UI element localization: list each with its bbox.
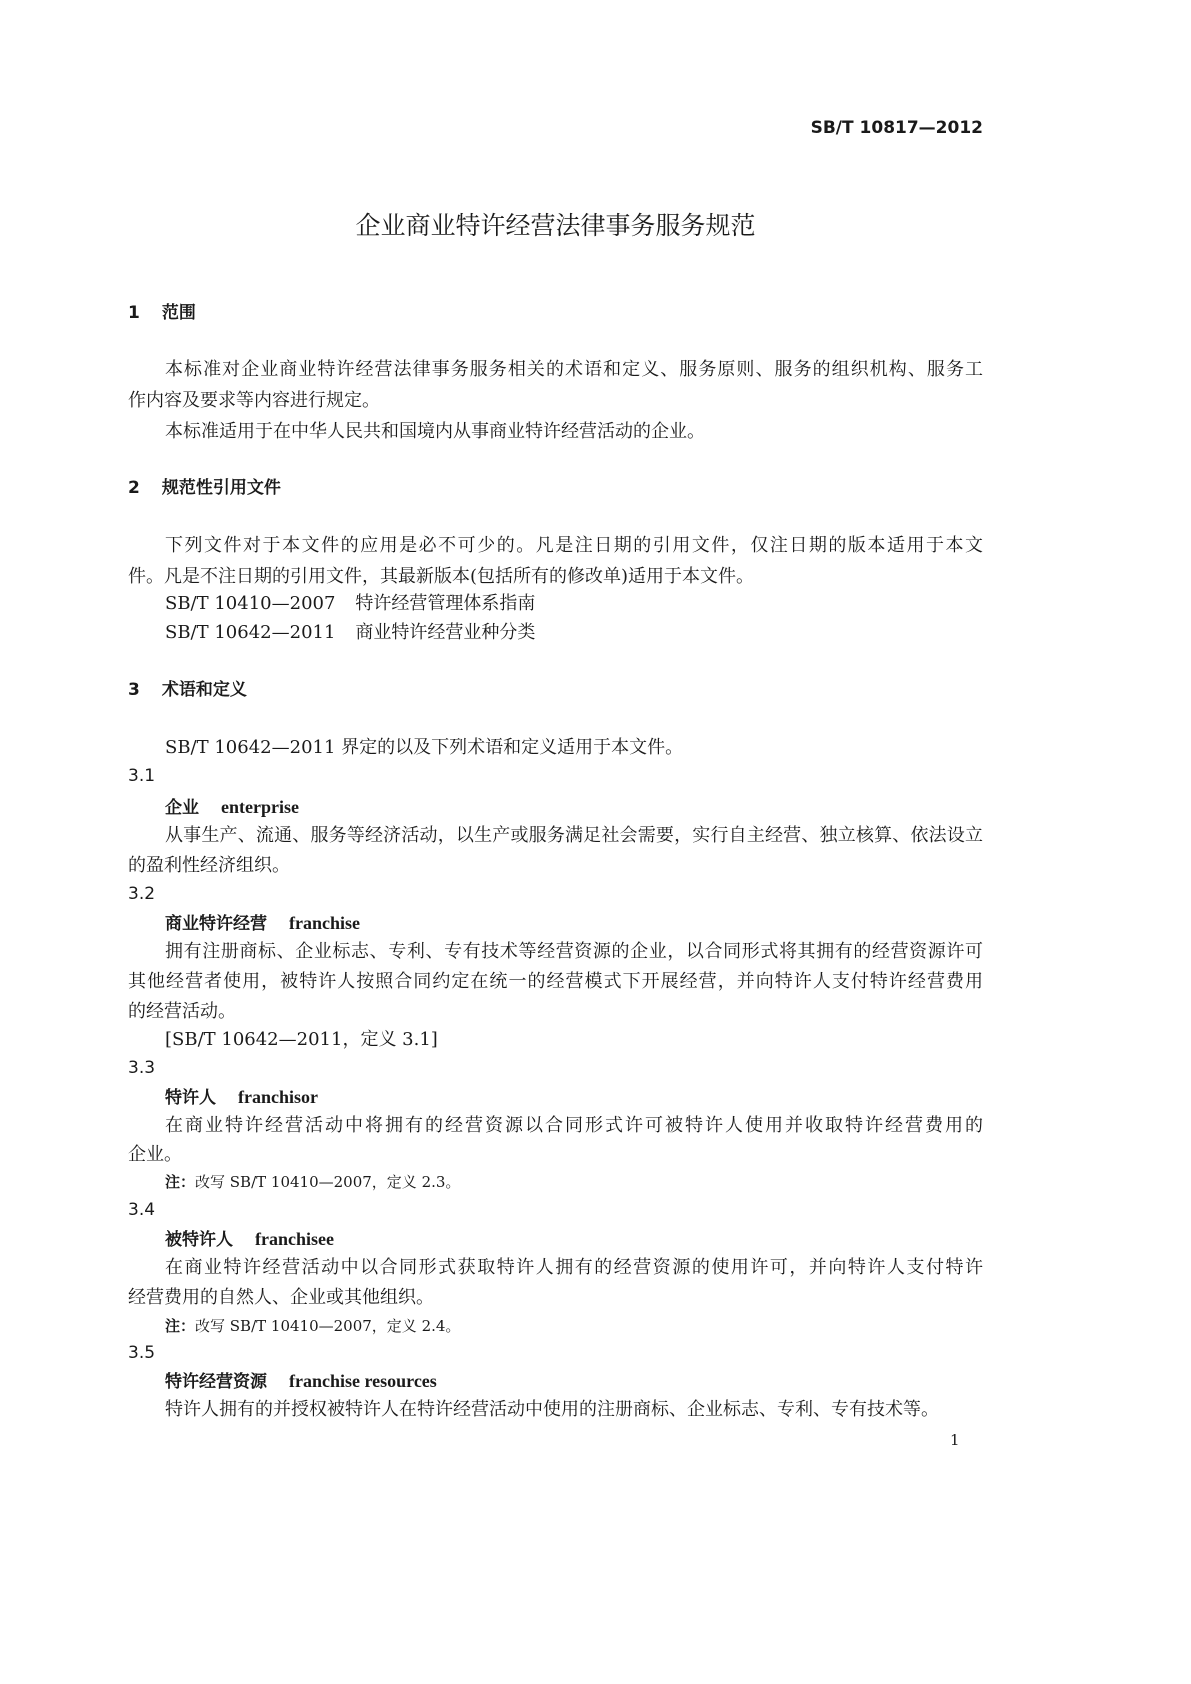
definition-line: 拥有注册商标、企业标志、专利、专有技术等经营资源的企业，以合同形式将其拥有的经营资源许可 [165,941,983,962]
note: 注：改写 SB/T 10410—2007，定义 2.4。 [165,1317,461,1335]
definition-line: 在商业特许经营活动中将拥有的经营资源以合同形式许可被特许人使用并收取特许经营费用的 [165,1115,983,1136]
section-3-heading: 3 术语和定义 [128,680,247,700]
definition-line: 的盈利性经济组织。 [128,855,290,876]
paragraph-line: 件。凡是不注日期的引用文件，其最新版本(包括所有的修改单)适用于本文件。 [128,566,755,587]
definition-line: 经营费用的自然人、企业或其他组织。 [128,1287,434,1308]
reference-item: SB/T 10642—2011 商业特许经营业种分类 [165,622,536,643]
standard-code: SB/T 10817—2012 [810,118,983,138]
reference-item: SB/T 10410—2007 特许经营管理体系指南 [165,593,536,614]
term-number: 3.5 [128,1343,156,1363]
term-title: 企业 enterprise [165,797,299,818]
definition-line: 特许人拥有的并授权被特许人在特许经营活动中使用的注册商标、企业标志、专利、专有技术等。 [165,1399,939,1420]
page-number: 1 [950,1431,960,1449]
definition-line: 从事生产、流通、服务等经济活动，以生产或服务满足社会需要，实行自主经营、独立核算、依法设立 [165,825,983,846]
note: 注：改写 SB/T 10410—2007，定义 2.3。 [165,1173,461,1191]
section-1-heading: 1 范围 [128,303,196,323]
term-title: 特许经营资源 franchise resources [165,1371,437,1392]
term-title: 商业特许经营 franchise [165,913,360,934]
term-number: 3.1 [128,766,156,786]
definition-line: 其他经营者使用，被特许人按照合同约定在统一的经营模式下开展经营，并向特许人支付特许经营费用 [128,971,983,992]
definition-line: 在商业特许经营活动中以合同形式获取特许人拥有的经营资源的使用许可，并向特许人支付特许 [165,1257,983,1278]
term-number: 3.4 [128,1200,156,1220]
paragraph-line: 下列文件对于本文件的应用是必不可少的。凡是注日期的引用文件，仅注日期的版本适用于本文 [165,535,983,556]
paragraph-line: 本标准对企业商业特许经营法律事务服务相关的术语和定义、服务原则、服务的组织机构、服务工 [165,359,983,380]
term-number: 3.3 [128,1058,156,1078]
page-title: 企业商业特许经营法律事务服务规范 [355,211,756,240]
paragraph: 本标准适用于在中华人民共和国境内从事商业特许经营活动的企业。 [165,421,705,442]
paragraph: SB/T 10642—2011 界定的以及下列术语和定义适用于本文件。 [165,737,684,758]
definition-line: 的经营活动。 [128,1001,236,1022]
term-title: 被特许人 franchisee [165,1229,334,1250]
definition-line: 企业。 [128,1144,182,1165]
term-title: 特许人 franchisor [165,1087,318,1108]
section-2-heading: 2 规范性引用文件 [128,478,281,498]
definition-source: [SB/T 10642—2011，定义 3.1] [165,1029,438,1050]
paragraph-line: 作内容及要求等内容进行规定。 [128,390,380,411]
term-number: 3.2 [128,884,156,904]
